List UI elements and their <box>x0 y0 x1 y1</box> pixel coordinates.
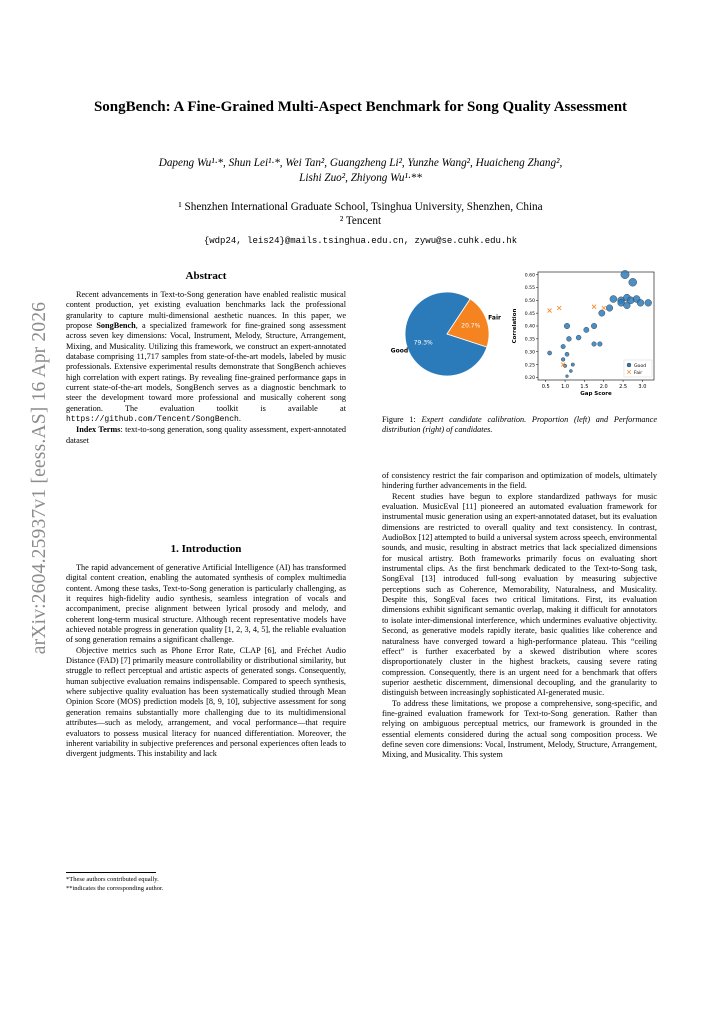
affiliations <box>90 200 631 228</box>
y-tick-label: 0.55 <box>524 286 535 292</box>
x-tick-label: 0.5 <box>541 384 550 390</box>
y-tick-label: 0.30 <box>524 350 535 356</box>
intro-paragraph-1: The rapid advancement of generative Artificial Intelligence (AI) has transformed digital content creation, enabling the automated synthesis of complex multimedia content. Among these tasks, Text-to-Song generation is particularly challenging, as it requires high-fidelity audio synthesis, seamless integration of vocals and accompaniment, precise alignment between lyrical prosody and melody, and coherent long-term musical structure. Although recent representative models have achieved notable progress in generation quality [1, 2, 3, 4, 5], the reliable evaluation of song generation remains a significant challenge. <box>66 563 346 645</box>
affiliation-2: ² Tencent <box>339 215 382 227</box>
scatter-point-good <box>584 327 589 332</box>
abstract-text-1: Recent advancements in Text-to-Song generation have enabled realistic musical content production, yet existing evaluation benchmarks lack the professional granularity to capture multi-dimensional aesthetic nuances. In this paper, we propose <box>66 290 346 331</box>
figure-1-caption <box>382 415 657 436</box>
authors-line-2: Lishi Zuo², Zhiyong Wu¹·** <box>299 172 422 184</box>
scatter-point-good <box>591 323 597 329</box>
y-axis-label: Correlation <box>512 308 518 344</box>
author-list <box>90 156 631 186</box>
affiliation-1: ¹ Shenzhen International Graduate School, Tsinghua University, Shenzhen, China <box>178 201 543 213</box>
introduction-body <box>66 563 346 760</box>
pie-category-label-good: Good <box>390 347 409 355</box>
pie-chart <box>382 268 512 398</box>
legend-marker-good <box>627 363 631 367</box>
abstract-paragraph <box>66 290 346 425</box>
scatter-point-good <box>610 295 617 302</box>
y-tick-label: 0.40 <box>524 324 535 330</box>
abstract-text-2: , a specialized framework for fine-grained song assessment across seven key dimensions: Vocal, Instrument, Melody, Structure, Arrangement, Mixing, and Musicality. Utilizing this framework, we construct an expert-annotated database comprising 11,717 samples from state-of-the-art models, labeled by music professionals. Extensive experimental results demonstrate that SongBench achieves high correlation with expert ratings. By revealing fine-grained performance gaps in current state-of-the-art models, SongBench serves as a diagnostic benchmark to steer the development toward more professional and musically coherent song generation. The evaluation toolkit is available at <box>66 321 346 413</box>
scatter-point-good <box>569 369 572 372</box>
right-paragraph-2: Recent studies have begun to explore standardized pathways for music evaluation. MusicEval [11] pioneered an automated evaluation framework for instrumental music generation using an expert-annotated dataset, but its evaluation dimensions are restricted to overall quality and text consistency. In contrast, AudioBox [12] attempted to build a universal system across speech, environmental sounds, and music, resulting in abstract metrics that lack specialized dimensions for musical artistry. Both frameworks primarily focus on evaluating short instrumental clips. As the first benchmark dedicated to the Text-to-Song task, SongEval [13] introduced full-song evaluation by measuring subjective perceptions such as Coherence, Memorability, Naturalness, and Musicality. Despite this, SongEval faces two critical limitations. First, its evaluation dimensions exhibit significant semantic overlap, making it difficult for annotators to isolate inter-dimensional interference, which undermines evaluative objectivity. Second, as generative models rapidly iterate, basic qualities like coherence and naturalness have converged toward a high-performance plateau. This “ceiling effect” is further exacerbated by a skewed distribution where scores disproportionately cluster in the highest brackets, causing severe rating compression. Consequently, there is an urgent need for a benchmark that offers superior aesthetic discernment, dimensional decoupling, and the granularity to distinguish between increasingly sophisticated AI-generated music. <box>382 491 657 698</box>
y-tick-label: 0.35 <box>524 337 535 343</box>
scatter-point-good <box>571 363 575 367</box>
scatter-point-good <box>624 302 631 309</box>
abstract-end: . <box>238 414 241 424</box>
index-terms <box>66 425 346 446</box>
scatter-point-good <box>637 299 644 306</box>
scatter-point-good <box>592 342 597 347</box>
footnote-rule <box>66 872 156 873</box>
scatter-point-good <box>566 336 571 341</box>
scatter-point-good <box>576 335 581 340</box>
abstract-body <box>66 290 346 446</box>
x-tick-label: 3.0 <box>638 384 647 390</box>
arxiv-stamp <box>20 238 60 718</box>
x-axis-label: Gap Score <box>580 391 612 397</box>
y-tick-label: 0.50 <box>524 298 535 304</box>
x-tick-label: 2.0 <box>599 384 608 390</box>
y-tick-label: 0.60 <box>524 273 535 279</box>
abstract-bold-name: SongBench <box>96 321 136 331</box>
author-emails: {wdp24, leis24}@mails.tsinghua.edu.cn, zywu@se.cuhk.edu.hk <box>203 236 518 246</box>
scatter-chart <box>508 266 660 404</box>
right-column-body <box>382 471 657 761</box>
y-tick-label: 0.25 <box>524 363 535 369</box>
index-terms-label: Index Terms <box>76 425 121 435</box>
x-tick-label: 1.0 <box>561 384 570 390</box>
scatter-point-good <box>599 310 605 316</box>
scatter-point-good <box>629 278 637 286</box>
section-heading-introduction: 1. Introduction <box>170 543 242 555</box>
scatter-point-good <box>621 270 629 278</box>
scatter-point-good <box>561 344 565 348</box>
scatter-point-good <box>548 351 552 355</box>
arxiv-stamp-text: arXiv:2604.25937v1 [eess.AS] 16 Apr 2026 <box>29 301 50 655</box>
scatter-point-good <box>645 299 652 306</box>
pie-value-label-fair: 20.7% <box>461 322 481 330</box>
paper-title: SongBench: A Fine-Grained Multi-Aspect Benchmark for Song Quality Assessment <box>93 99 628 115</box>
pie-category-label-fair: Fair <box>488 314 501 322</box>
toolkit-link[interactable]: https://github.com/Tencent/SongBench <box>66 415 239 425</box>
figure-caption-text: Expert candidate calibration. Proportion (left) and Performance distribution (right) of candidates. <box>382 415 657 435</box>
scatter-point-good <box>565 352 569 356</box>
scatter-point-good <box>561 358 565 362</box>
scatter-point-good <box>564 323 570 329</box>
intro-paragraph-2: Objective metrics such as Phone Error Rate, CLAP [6], and Fréchet Audio Distance (FAD) [7] primarily measure controllability or distributional similarity, but struggle to reflect perceptual and artistic aspects of generated songs. Consequently, human subjective evaluation remains indispensable. Compared to speech synthesis, where subjective quality evaluation has been systematically studied through Mean Opinion Score (MOS) prediction models [8, 9, 10], subjective assessment for song generation remains substantially more challenging due to its multidimensional attributes—such as melody, arrangement, and vocal performance—that require evaluators to possess musical literacy for nuanced differentiation. Moreover, the inherent variability in subjective preferences and personal experiences often leads to divergent judgments. This instability and lack <box>66 645 346 759</box>
right-paragraph-1: of consistency restrict the fair comparison and optimization of models, ultimately hindering further advancements in the field. <box>382 471 657 491</box>
x-tick-label: 1.5 <box>580 384 589 390</box>
scatter-point-good <box>598 342 603 347</box>
y-tick-label: 0.20 <box>524 376 535 382</box>
index-terms-text: : text-to-song generation, song quality assessment, expert-annotated dataset <box>66 425 346 445</box>
scatter-point-good <box>606 305 613 312</box>
footnote-1: *These authors contributed equally. <box>66 876 159 883</box>
authors-line-1: Dapeng Wu¹·*, Shun Lei¹·*, Wei Tan², Guangzheng Li², Yunzhe Wang², Huaicheng Zhang², <box>158 157 563 169</box>
legend-label-good: Good <box>634 363 647 369</box>
right-paragraph-3: To address these limitations, we propose a comprehensive, song-specific, and fine-grained evaluation framework for Text-to-Song generation. Rather than relying on ambiguous perceptual metrics, our framework is grounded in the essential elements considered during the actual song composition process. We define seven core dimensions: Vocal, Instrument, Melody, Structure, Arrangement, Mixing, and Musicality. This system <box>382 698 657 760</box>
legend-label-fair: Fair <box>634 370 643 376</box>
figure-caption-label: Figure 1: <box>382 415 422 424</box>
pie-value-label-good: 79.3% <box>413 339 433 347</box>
abstract-heading: Abstract <box>185 270 227 282</box>
x-tick-label: 2.5 <box>619 384 628 390</box>
scatter-point-good <box>566 375 569 378</box>
y-tick-label: 0.45 <box>524 311 535 317</box>
footnote-2: **indicates the corresponding author. <box>66 885 164 892</box>
